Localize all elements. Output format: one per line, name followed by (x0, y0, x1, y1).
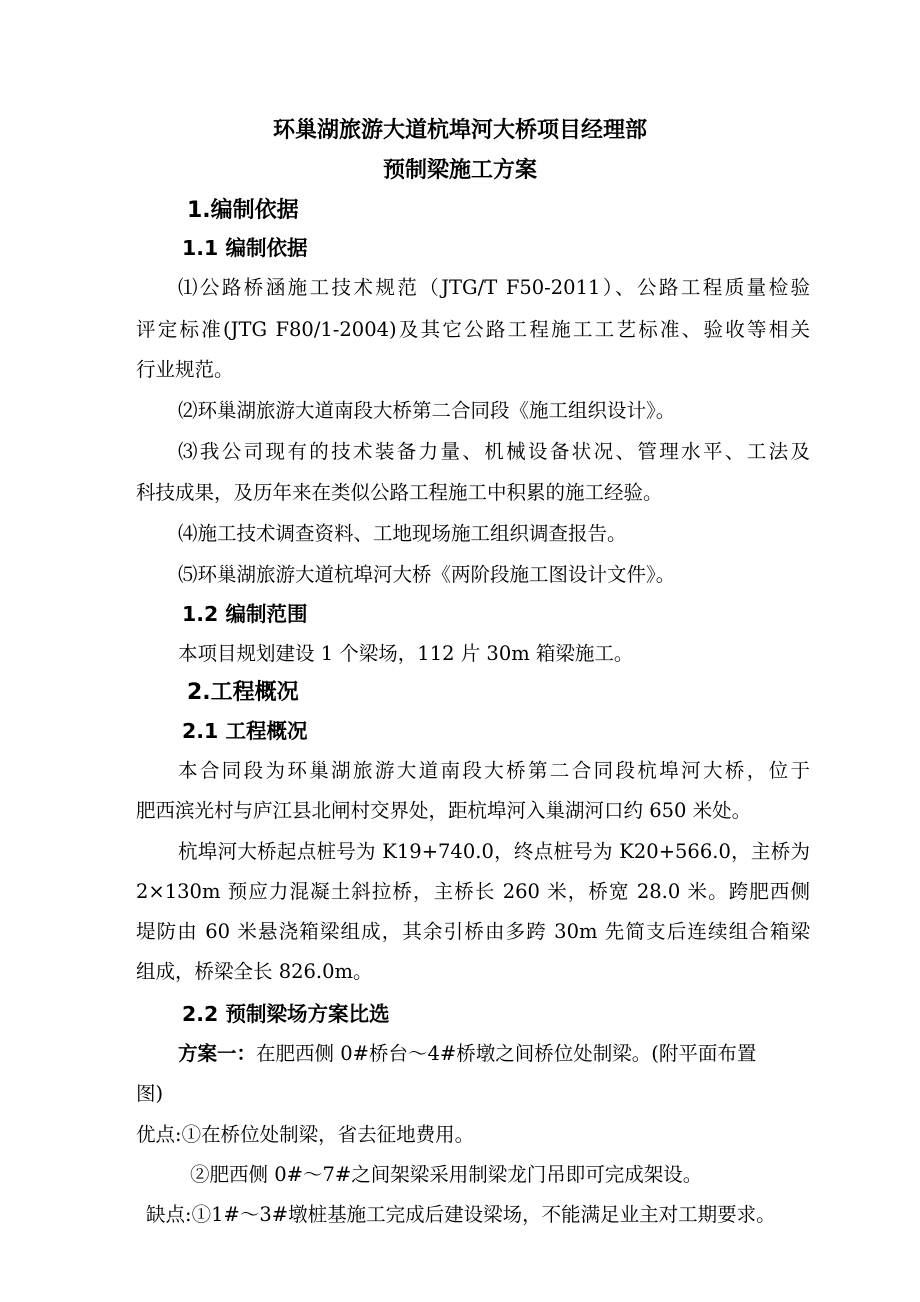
document-title-line2: 预制梁施工方案 (382, 158, 537, 183)
section-1-1-para1-line2: 评定标准(JTG F80/1-2004)及其它公路工程施工工艺标准、验收等相关 (136, 318, 810, 341)
section-2-1-para1-line1: 本合同段为环巢湖旅游大道南段大桥第二合同段杭埠河大桥，位于 (178, 759, 810, 782)
pros-item-2: ②肥西侧 0#～7#之间架梁采用制梁龙门吊即可完成架设。 (190, 1163, 703, 1186)
pros-line1 (136, 1121, 474, 1149)
section-1-heading: 1.编制依据 (187, 198, 299, 223)
plan-1-label: 方案一： (178, 1042, 257, 1065)
section-1-1-para2: ⑵环巢湖旅游大道南段大桥第二合同段《施工组织设计》。 (178, 399, 676, 422)
plan-1-text: 在肥西侧 0#桥台～4#桥墩之间桥位处制梁。(附平面布置 (256, 1042, 757, 1065)
section-2-1-para2-line2: 2×130m 预应力混凝土斜拉桥，主桥长 260 米，桥宽 28.0 米。跨肥西侧 (136, 880, 810, 903)
section-1-1-para1-line3: 行业规范。 (136, 358, 234, 381)
section-1-2-para1: 本项目规划建设 1 个梁场，112 片 30m 箱梁施工。 (178, 642, 634, 665)
plan-1-line2: 图) (136, 1082, 164, 1105)
section-1-1-para3-line1: ⑶我公司现有的技术装备力量、机械设备状况、管理水平、工法及 (178, 440, 810, 463)
section-1-1-para5: ⑸环巢湖旅游大道杭埠河大桥《两阶段施工图设计文件》。 (178, 563, 676, 586)
document-title-line1: 环巢湖旅游大道杭埠河大桥项目经理部 (272, 118, 647, 143)
section-1-1-heading: 1.1 编制依据 (182, 236, 308, 260)
section-2-heading: 2.工程概况 (187, 680, 299, 705)
section-2-1-para2-line4: 组成，桥梁全长 826.0m。 (136, 960, 373, 983)
section-1-1-para3-line2: 科技成果，及历年来在类似公路工程施工中积累的施工经验。 (136, 481, 663, 504)
cons-label: 缺点: (146, 1203, 192, 1226)
plan-1-line1 (178, 1040, 756, 1068)
section-2-2-heading: 2.2 预制梁场方案比选 (182, 1002, 390, 1026)
section-1-1-para4: ⑷施工技术调查资料、工地现场施工组织调查报告。 (178, 522, 627, 545)
pros-item-1: ①在桥位处制梁，省去征地费用。 (181, 1123, 475, 1146)
section-2-1-para2-line1: 杭埠河大桥起点桩号为 K19+740.0，终点桩号为 K20+566.0，主桥为 (178, 840, 810, 863)
section-2-1-para1-line2: 肥西滨光村与庐江县北闸村交界处，距杭埠河入巢湖河口约 650 米处。 (136, 799, 752, 822)
section-2-1-para2-line3: 堤防由 60 米悬浇箱梁组成，其余引桥由多跨 30m 先简支后连续组合箱梁 (136, 920, 810, 943)
cons-line1 (146, 1201, 776, 1229)
section-1-2-heading: 1.2 编制范围 (182, 602, 308, 626)
cons-item-1: ①1#～3#墩桩基施工完成后建设梁场，不能满足业主对工期要求。 (191, 1203, 776, 1226)
section-1-1-para1-line1: ⑴公路桥涵施工技术规范（JTG/T F50-2011）、公路工程质量检验 (178, 276, 810, 299)
section-2-1-heading: 2.1 工程概况 (182, 719, 308, 743)
pros-label: 优点: (136, 1123, 182, 1146)
